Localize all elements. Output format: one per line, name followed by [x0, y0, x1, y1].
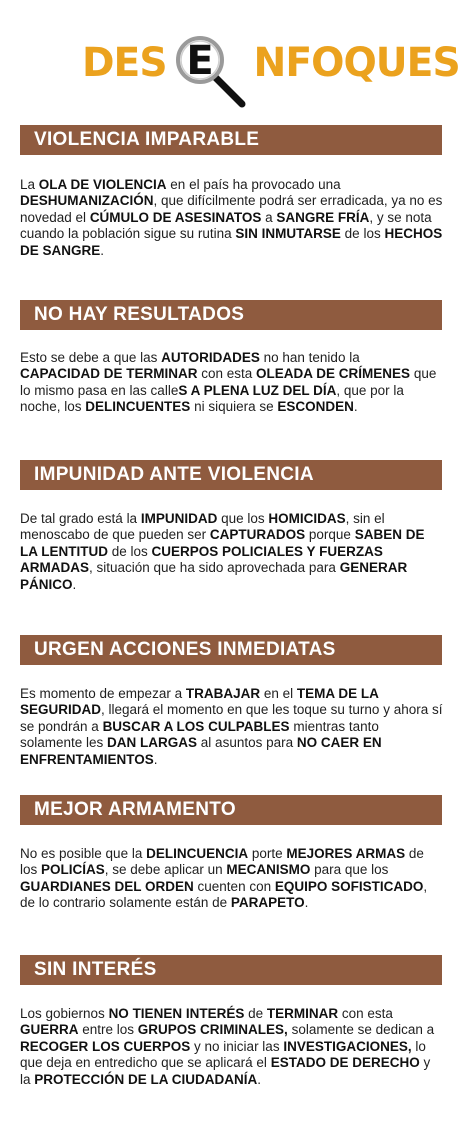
- emphasis-text: PROTECCIÓN DE LA CIUDADANÍA: [34, 1071, 258, 1087]
- emphasis-text: GUERRA: [20, 1022, 79, 1038]
- emphasis-text: TRABAJAR: [185, 686, 261, 701]
- section-paragraph: [20, 177, 443, 259]
- emphasis-text: CÚMULO DE ASESINATOS: [89, 209, 262, 225]
- body-text: con esta: [197, 366, 257, 382]
- body-text: de: [244, 1006, 267, 1021]
- section-title: NO HAY RESULTADOS: [34, 304, 245, 325]
- emphasis-text: S A PLENA LUZ DEL DÍA: [178, 382, 337, 398]
- emphasis-text: HECHOS DE SANGRE: [20, 226, 443, 258]
- emphasis-text: HOMICIDAS: [268, 511, 346, 526]
- body-text: De tal grado está la: [20, 511, 141, 526]
- section-paragraph: [20, 686, 443, 768]
- emphasis-text: DELINCUENCIA: [146, 846, 249, 861]
- emphasis-text: AUTORIDADES: [161, 350, 260, 365]
- body-text: Los gobiernos: [20, 1006, 109, 1021]
- body-text: Esto se debe a que las: [20, 350, 162, 365]
- section-header-armamento: [20, 795, 442, 825]
- body-text: que lo mismo pasa en las calle: [20, 366, 437, 398]
- body-text: de los: [340, 226, 385, 242]
- body-text: .: [72, 576, 77, 592]
- body-text: .: [153, 751, 158, 767]
- section-header-interes: [20, 955, 442, 985]
- emphasis-text: POLICÍAS: [41, 862, 105, 878]
- logo: [0, 14, 461, 114]
- section-header-resultados: [20, 300, 442, 330]
- emphasis-text: ESTADO DE DERECHO: [270, 1055, 420, 1071]
- emphasis-text: NO TIENEN INTERÉS: [108, 1006, 245, 1021]
- body-text: .: [257, 1071, 262, 1087]
- body-text: entre los: [78, 1022, 138, 1038]
- logo-text-right: NFOQUES: [253, 40, 460, 86]
- body-text: .: [304, 895, 309, 911]
- emphasis-text: DESHUMANIZACIÓN: [20, 193, 154, 209]
- emphasis-text: CAPTURADOS: [209, 527, 306, 543]
- emphasis-text: SIN INMUTARSE: [235, 226, 341, 242]
- section-title: URGEN ACCIONES INMEDIATAS: [34, 639, 336, 660]
- emphasis-text: SABEN DE LA LENTITUD: [20, 527, 425, 559]
- emphasis-text: ESCONDEN: [277, 399, 354, 415]
- body-text: solamente se dedican a: [287, 1022, 435, 1038]
- emphasis-text: GRUPOS CRIMINALES,: [137, 1022, 288, 1038]
- body-text: que los: [217, 511, 269, 526]
- body-text: Es momento de empezar a: [20, 686, 186, 701]
- section-paragraph: [20, 846, 443, 912]
- emphasis-text: OLEADA DE CRÍMENES: [256, 366, 411, 382]
- body-text: porque: [305, 527, 355, 543]
- emphasis-text: INVESTIGACIONES,: [283, 1038, 412, 1054]
- body-text: , y se nota cuando la población sigue su rutina: [20, 209, 432, 242]
- emphasis-text: MECANISMO: [226, 862, 311, 878]
- body-text: con esta: [338, 1006, 393, 1021]
- body-text: .: [353, 399, 358, 415]
- emphasis-text: CUERPOS POLICIALES Y FUERZAS ARMADAS: [20, 543, 383, 576]
- body-text: a: [261, 209, 277, 225]
- body-text: , llegará el momento en que les toque su turno y ahora sí se pondrán a: [20, 702, 443, 734]
- logo-lens-letter: E: [186, 38, 214, 84]
- emphasis-text: NO CAER EN ENFRENTAMIENTOS: [20, 735, 382, 767]
- section-title: VIOLENCIA IMPARABLE: [34, 129, 260, 150]
- emphasis-text: CAPACIDAD DE TERMINAR: [20, 366, 198, 382]
- section-title: MEJOR ARMAMENTO: [34, 799, 236, 820]
- body-text: , que difícilmente podrá ser erradicada, ya no es novedad el: [20, 193, 443, 225]
- emphasis-text: MEJORES ARMAS: [286, 846, 406, 861]
- emphasis-text: OLA DE VIOLENCIA: [38, 177, 167, 192]
- section-paragraph: [20, 1006, 443, 1088]
- body-text: de los: [20, 846, 424, 878]
- emphasis-text: GUARDIANES DEL ORDEN: [20, 878, 194, 894]
- section-header-acciones: [20, 635, 442, 665]
- body-text: porte: [248, 846, 287, 861]
- body-text: cuenten con: [193, 878, 275, 894]
- body-text: , que por la noche, los: [20, 382, 404, 415]
- magnifying-glass-icon: [172, 32, 248, 108]
- section-header-violencia: [20, 125, 442, 155]
- body-text: al asuntos para: [197, 735, 297, 751]
- emphasis-text: GENERAR PÁNICO: [20, 560, 408, 592]
- body-text: en el país ha provocado una: [166, 177, 341, 192]
- emphasis-text: BUSCAR A LOS CULPABLES: [102, 718, 290, 734]
- logo-text-left: DES: [82, 40, 167, 86]
- body-text: , de lo contrario solamente están de: [20, 878, 428, 911]
- emphasis-text: DELINCUENTES: [85, 399, 191, 415]
- section-title: IMPUNIDAD ANTE VIOLENCIA: [34, 464, 314, 485]
- emphasis-text: TERMINAR: [266, 1006, 339, 1021]
- body-text: lo que deja en entredicho que se aplicará el: [20, 1038, 426, 1071]
- emphasis-text: TEMA DE LA SEGURIDAD: [20, 686, 379, 718]
- body-text: no han tenido la: [259, 350, 360, 365]
- section-header-impunidad: [20, 460, 442, 490]
- body-text: , se debe aplicar un: [104, 862, 227, 878]
- body-text: en el: [260, 686, 297, 701]
- body-text: ni siquiera se: [190, 399, 278, 415]
- emphasis-text: DAN LARGAS: [107, 735, 198, 751]
- body-text: mientras tanto solamente les: [20, 718, 379, 751]
- body-text: , situación que ha sido aprovechada para: [89, 560, 340, 576]
- body-text: para que los: [310, 862, 389, 878]
- emphasis-text: PARAPETO: [230, 895, 305, 911]
- emphasis-text: IMPUNIDAD: [140, 511, 218, 526]
- emphasis-text: EQUIPO SOFISTICADO: [274, 878, 424, 894]
- section-paragraph: [20, 511, 443, 593]
- section-title: SIN INTERÉS: [34, 959, 157, 980]
- body-text: y no iniciar las: [190, 1038, 284, 1054]
- section-paragraph: [20, 350, 443, 416]
- emphasis-text: SANGRE FRÍA: [276, 209, 370, 225]
- body-text: .: [100, 242, 105, 258]
- body-text: de los: [108, 543, 152, 559]
- body-text: , sin el menoscabo de que pueden ser: [20, 511, 385, 543]
- emphasis-text: RECOGER LOS CUERPOS: [20, 1038, 191, 1054]
- body-text: La: [20, 177, 39, 192]
- body-text: No es posible que la: [20, 846, 147, 861]
- body-text: y la: [20, 1055, 431, 1087]
